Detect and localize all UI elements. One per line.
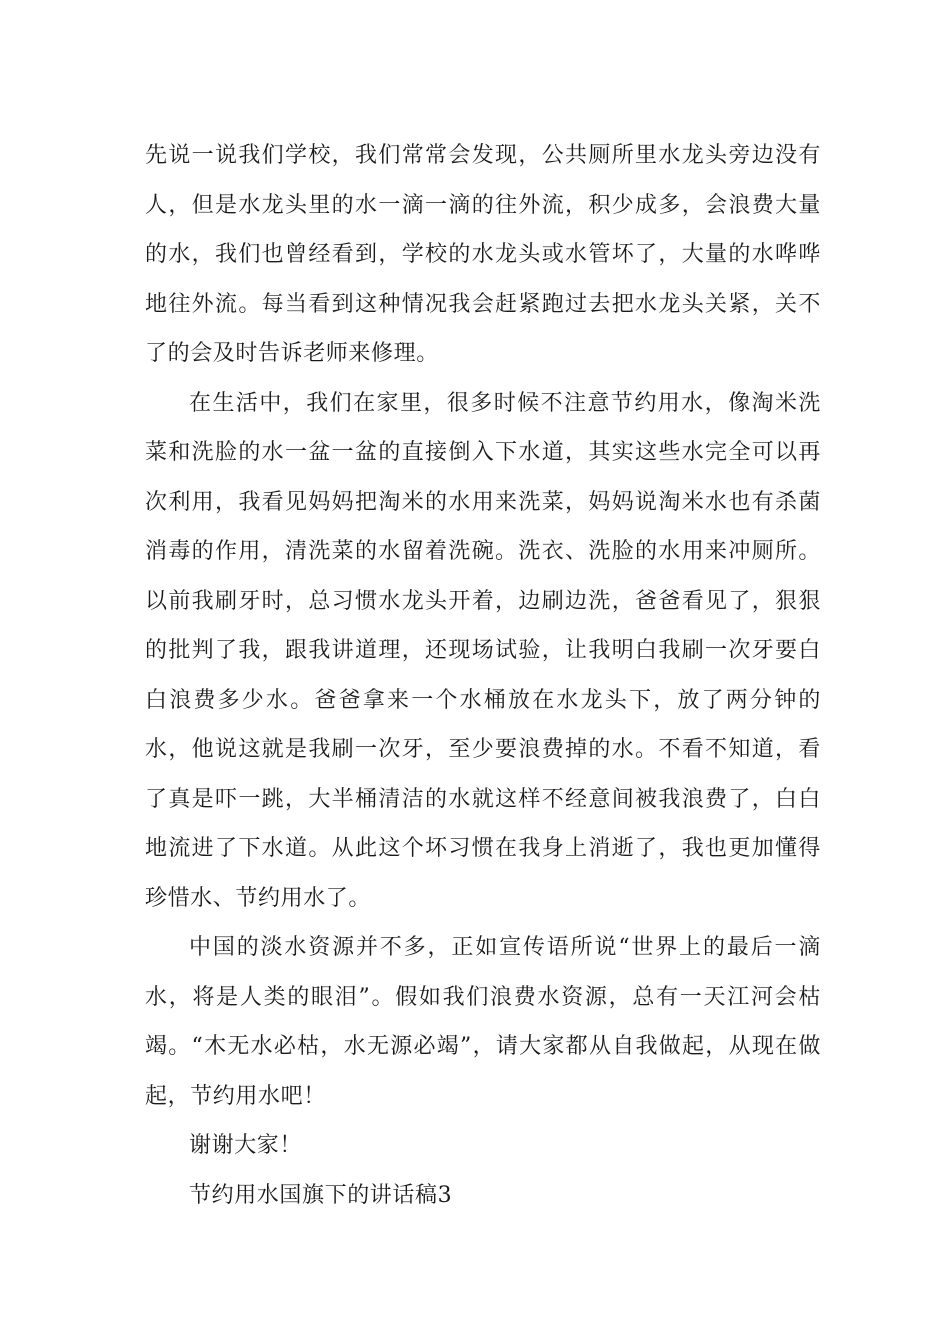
paragraph-thanks: 谢谢大家！ xyxy=(189,1133,303,1158)
paragraph-school-water-waste: 先说一说我们学校，我们常常会发现，公共厕所里水龙头旁边没有人，但是水龙头里的水一滴一滴的往外流，积少成多，会浪费大量的水，我们也曾经看到，学校的水龙头或水管坏了，大量的水哗哗地往外流。每当看到这种情况我会赶紧跑过去把水龙头关紧，关不了的会及时告诉老师来修理。 xyxy=(145,143,821,366)
paragraph-home-water-saving: 在生活中，我们在家里，很多时候不注意节约用水，像淘米洗菜和洗脸的水一盆一盆的直接倒入下水道，其实这些水完全可以再次利用，我看见妈妈把淘米的水用来洗菜，妈妈说淘米水也有杀菌消毒的作用，清洗菜的水留着洗碗。洗衣、洗脸的水用来冲厕所。以前我刷牙时，总习惯水龙头开着，边刷边洗，爸爸看见了，狠狠的批判了我，跟我讲道理，还现场试验，让我明白我刷一次牙要白白浪费多少水。爸爸拿来一个水桶放在水龙头下，放了两分钟的水，他说这就是我刷一次牙，至少要浪费掉的水。不看不知道，看了真是吓一跳，大半桶清洁的水就这样不经意间被我浪费了，白白地流进了下水道。从此这个坏习惯在我身上消逝了，我也更加懂得珍惜水、节约用水了。 xyxy=(145,390,821,911)
paragraph-next-title: 节约用水国旗下的讲话稿3 xyxy=(189,1182,453,1208)
document-body xyxy=(145,131,821,1220)
paragraph-china-freshwater: 中国的淡水资源并不多，正如宣传语所说“世界上的最后一滴水，将是人类的眼泪”。假如我们浪费水资源，总有一天江河会枯竭。“木无水必枯，水无源必竭”，请大家都从自我做起，从现在做起，节约用水吧！ xyxy=(145,935,821,1109)
